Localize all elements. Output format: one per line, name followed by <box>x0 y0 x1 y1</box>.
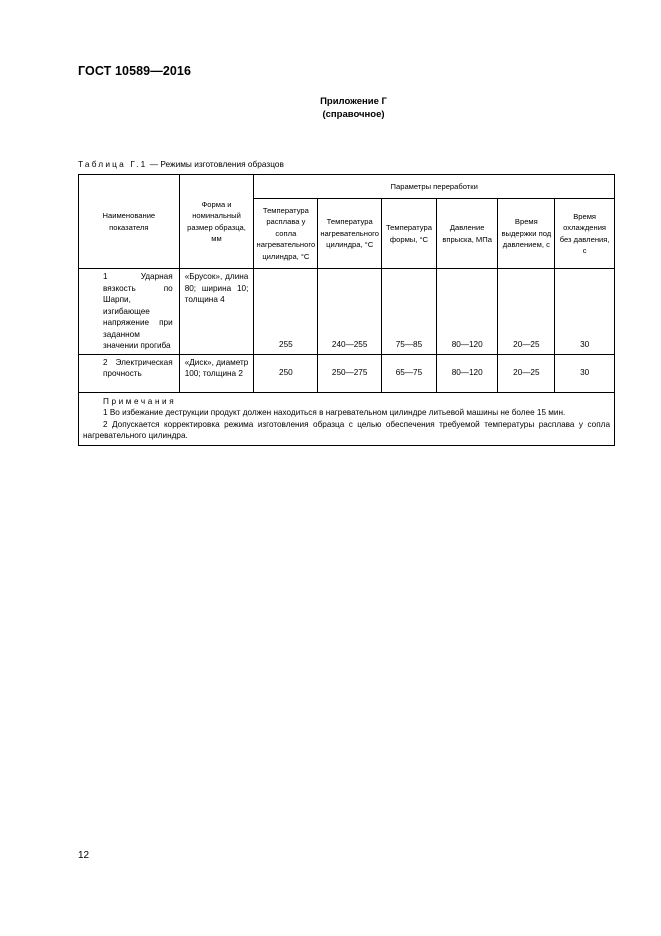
row-value: 250 <box>254 354 318 392</box>
table-caption-label: Таблица Г.1 <box>78 159 148 169</box>
appendix-heading <box>0 95 661 121</box>
note-item: 2 Допускается корректировка режима изготовления образца с целью обеспечения требуемой температуры расплава у сопла нагревательного цилиндра. <box>83 419 610 440</box>
header-mold-temp: Температура формы, °С <box>381 199 436 269</box>
row-indicator-name: 2 Электрическая прочность <box>79 354 180 392</box>
row-value: 80—120 <box>436 354 498 392</box>
page-number: 12 <box>78 850 90 861</box>
row-value: 20—25 <box>498 354 555 392</box>
row-value: 30 <box>555 354 615 392</box>
document-code: ГОСТ 10589—2016 <box>78 64 192 78</box>
header-hold-time: Время выдержки под давлением, с <box>498 199 555 269</box>
row-sample-shape: «Брусок», длина 80; ширина 10; толщина 4 <box>179 269 254 355</box>
table-row <box>79 354 615 392</box>
row-value: 75—85 <box>381 269 436 355</box>
header-cooling-time: Время охлаждения без давления, с <box>555 199 615 269</box>
row-value: 250—275 <box>318 354 382 392</box>
row-value: 240—255 <box>318 269 382 355</box>
notes-row <box>79 392 615 445</box>
header-injection-pressure: Давление впрыска, МПа <box>436 199 498 269</box>
note-item: 1 Во избежание деструкции продукт должен находиться в нагревательном цилиндре литьевой машины не более 15 мин. <box>103 408 566 417</box>
row-value: 20—25 <box>498 269 555 355</box>
table-caption-text: — Режимы изготовления образцов <box>147 159 284 169</box>
notes-cell <box>79 392 615 445</box>
header-processing-params: Параметры переработки <box>254 175 615 199</box>
appendix-title: Приложение Г <box>320 96 387 107</box>
header-sample-shape: Форма и номинальный размер образца, мм <box>179 175 254 269</box>
row-value: 65—75 <box>381 354 436 392</box>
row-indicator-name: 1 Ударная вязкость по Шарпи, изгибающее напряжение при заданном значении прогиба <box>79 269 180 355</box>
table-caption <box>78 159 284 169</box>
table-row <box>79 269 615 355</box>
row-sample-shape: «Диск», диаметр 100; толщина 2 <box>179 354 254 392</box>
header-melt-temp: Температура расплава у сопла нагревательного цилиндра, °С <box>254 199 318 269</box>
process-parameters-table <box>78 174 615 446</box>
header-cylinder-temp: Температура нагревательного цилиндра, °С <box>318 199 382 269</box>
appendix-subtitle: (справочное) <box>322 109 385 120</box>
row-value: 30 <box>555 269 615 355</box>
row-value: 80—120 <box>436 269 498 355</box>
row-value: 255 <box>254 269 318 355</box>
notes-title: Примечания <box>103 396 177 406</box>
header-indicator-name: Наименование показателя <box>79 175 180 269</box>
